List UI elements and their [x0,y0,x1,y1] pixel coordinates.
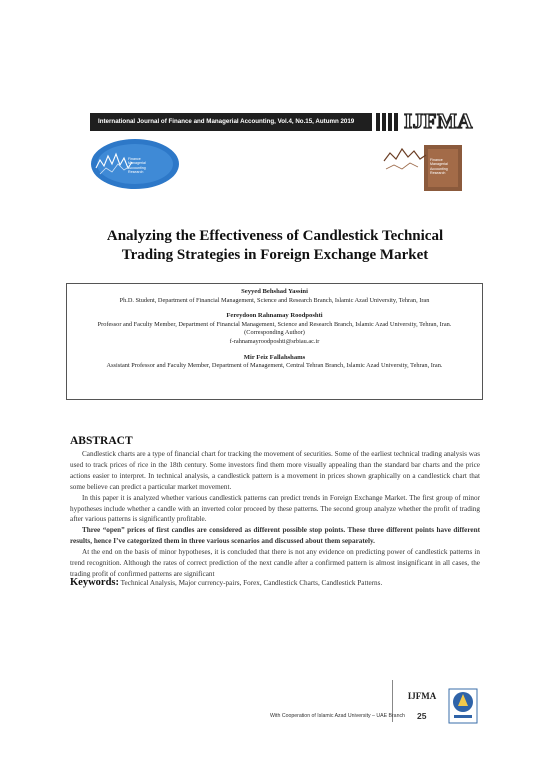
header-stripes [376,113,398,131]
paper-title [70,227,480,265]
university-emblem-icon [448,688,478,724]
author-name: Mir Feiz Fallahshams [243,353,306,361]
journal-header-bar [90,113,372,131]
abstract-body [70,449,480,580]
logo-right-caption: Finance Managerial Accounting Research [430,158,448,176]
keywords-text: Technical Analysis, Major currency-pairs, Forex, Candlestick Charts, Candlestick Patterns. [120,579,383,587]
footer-cooperation-text: With Cooperation of Islamic Azad University – UAE Branch [270,713,405,719]
title-line-2: Trading Strategies in Foreign Exchange Market [121,247,429,263]
logo-left-caption: Finance Managerial Accounting Research [128,157,146,175]
journal-logo-right [382,139,462,191]
author-email[interactable]: f-rahnamayroodposhti@srbiau.ac.ir [229,337,320,345]
author-affiliation: Professor and Faculty Member, Department of Financial Management, Science and Research Branch, Islamic Azad University, Tehran, Iran. [97,320,452,328]
keywords-label: Keywords: [70,577,119,588]
svg-text:IJFMA: IJFMA [407,691,437,701]
journal-header-text: International Journal of Finance and Managerial Accounting, Vol.4, No.15, Autumn 2019 [98,118,355,125]
author-name: Seyyed Behshad Yassini [241,288,308,295]
author-name: Fereydoon Rahnamay Roodposhti [226,312,323,320]
authors-box [66,283,483,400]
abstract-paragraph: Three “open” prices of first candles are considered as different possible stop points. These three different points have different results, hence I’ve categorized them in three various scenarios and discussed about them separately. [70,526,480,546]
author-affiliation: Assistant Professor and Faculty Member, Department of Management, Central Tehran Branch, Islamic Azad University, Tehran, Iran. [106,362,443,370]
abstract-paragraph: At the end on the basis of minor hypotheses, it is concluded that there is not any evidence on predicting power of candlestick patterns in trend recognition. Although the rates of correct prediction of the next candle after a confirmed pattern is almost insignificant in all cases, the trading profit of confirmed patterns are significant [70,548,480,578]
keywords-line [70,577,480,588]
author-affiliation: Ph.D. Student, Department of Financial Management, Science and Research Branch, Islamic Azad University, Tehran, Iran [119,296,430,304]
abstract-paragraph: Candlestick charts are a type of financial chart for tracking the movement of securities. Some of the earliest technical trading analysis was used to track prices of rice in the 18th century. Some investors find them more visually appealing than the standard bar charts and the price actions easier to interpret. In technical analysis, a candlestick pattern is a movement in prices shown graphically on a candlestick chart that some believe can predict a particular market movement. [70,450,480,491]
corresponding-author-note: (Corresponding Author) [244,329,305,337]
title-line-1: Analyzing the Effectiveness of Candlestick Technical [106,228,444,244]
journal-abbrev-logo: IJFMA [404,109,473,133]
footer-journal-logo [406,688,438,702]
abstract-paragraph: In this paper it is analyzed whether various candlestick patterns can predict trends in Foreign Exchange Market. The first group of minor hypotheses include whether a candle with an inverted color proceed by these patterns. The second group analyze whether the profit of trading after various patterns is significantly profitable. [70,493,480,524]
page-number: 25 [417,711,427,721]
abstract-heading: ABSTRACT [70,435,133,447]
